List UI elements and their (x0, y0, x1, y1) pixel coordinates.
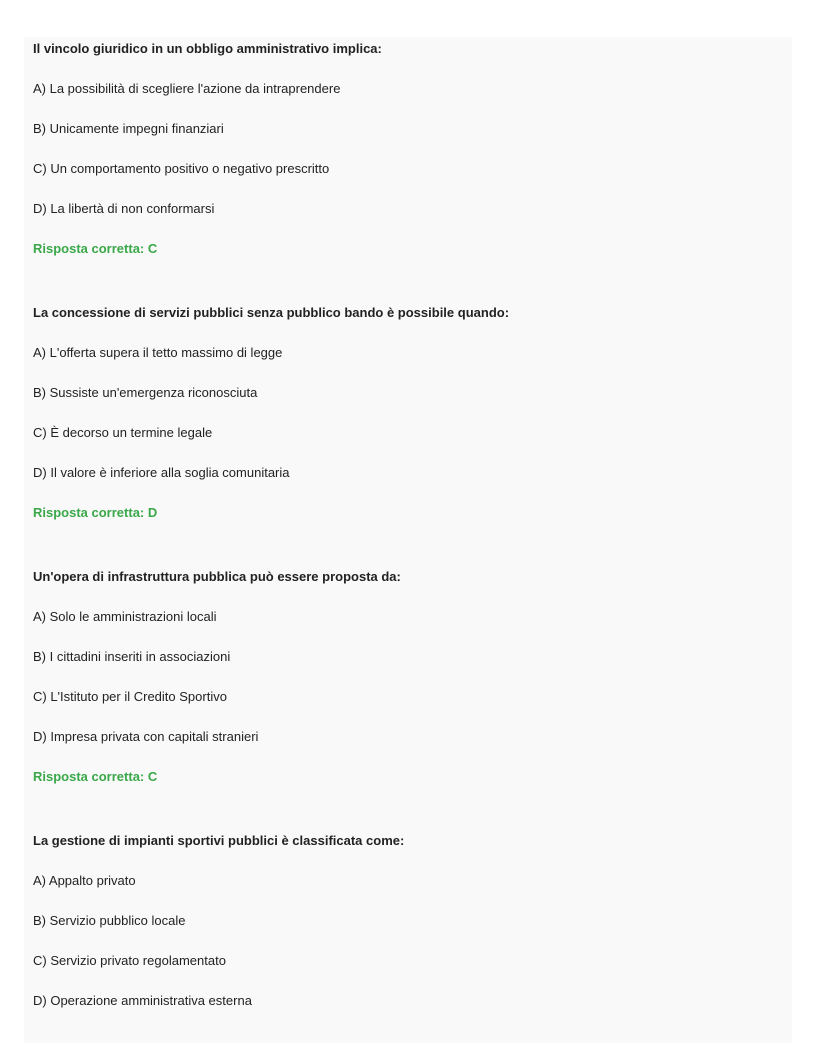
option-b: B) Servizio pubblico locale (33, 913, 186, 928)
option-c: C) Un comportamento positivo o negativo prescritto (33, 161, 330, 176)
question-text: La gestione di impianti sportivi pubblici è classificata come: (33, 833, 405, 848)
option-b: B) Sussiste un'emergenza riconosciuta (33, 385, 258, 400)
option-d: D) Operazione amministrativa esterna (33, 993, 252, 1008)
correct-answer: Risposta corretta: C (33, 769, 158, 784)
option-d: D) La libertà di non conformarsi (33, 201, 215, 216)
option-c: C) È decorso un termine legale (33, 425, 213, 440)
question-text: Un'opera di infrastruttura pubblica può essere proposta da: (33, 569, 401, 584)
option-a: A) L'offerta supera il tetto massimo di legge (33, 345, 283, 360)
option-a: A) La possibilità di scegliere l'azione da intraprendere (33, 81, 341, 96)
option-b: B) Unicamente impegni finanziari (33, 121, 224, 136)
option-c: C) Servizio privato regolamentato (33, 953, 226, 968)
correct-answer: Risposta corretta: D (33, 505, 158, 520)
question-text: Il vincolo giuridico in un obbligo amministrativo implica: (33, 41, 382, 56)
quiz-panel (24, 37, 792, 1043)
correct-answer: Risposta corretta: C (33, 241, 158, 256)
question-text: La concessione di servizi pubblici senza pubblico bando è possibile quando: (33, 305, 510, 320)
option-a: A) Appalto privato (33, 873, 136, 888)
option-d: D) Impresa privata con capitali stranieri (33, 729, 259, 744)
option-b: B) I cittadini inseriti in associazioni (33, 649, 231, 664)
option-a: A) Solo le amministrazioni locali (33, 609, 217, 624)
option-d: D) Il valore è inferiore alla soglia comunitaria (33, 465, 290, 480)
option-c: C) L'Istituto per il Credito Sportivo (33, 689, 227, 704)
